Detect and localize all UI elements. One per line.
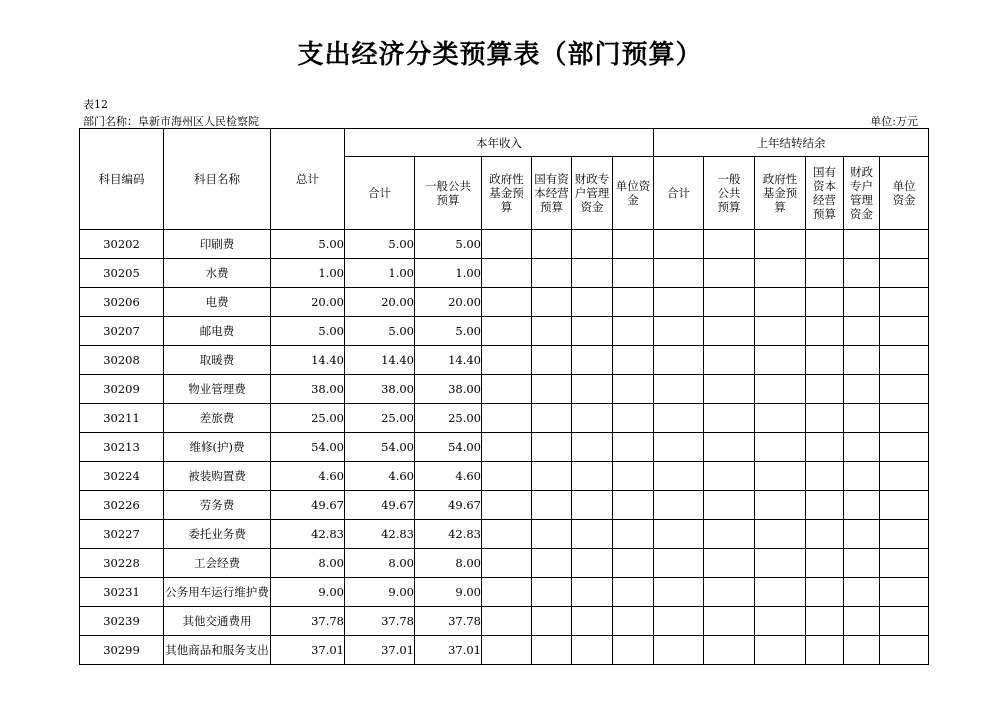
total-cell: 37.78 <box>271 607 345 636</box>
empty-cell <box>755 259 806 288</box>
empty-cell <box>572 636 613 665</box>
empty-cell <box>755 404 806 433</box>
empty-cell <box>755 346 806 375</box>
empty-cell <box>572 549 613 578</box>
table-body <box>80 230 929 665</box>
empty-cell <box>806 636 844 665</box>
empty-cell <box>613 607 654 636</box>
name-cell: 委托业务费 <box>164 520 271 549</box>
code-cell: 30226 <box>80 491 164 520</box>
empty-cell <box>613 462 654 491</box>
empty-cell <box>613 491 654 520</box>
current-general-cell: 14.40 <box>415 346 482 375</box>
code-cell: 30239 <box>80 607 164 636</box>
table-number: 表12 <box>83 98 108 111</box>
empty-cell <box>482 520 532 549</box>
current-general-cell: 1.00 <box>415 259 482 288</box>
current-sum-cell: 9.00 <box>345 578 415 607</box>
table-row <box>80 317 929 346</box>
current-general-cell: 37.01 <box>415 636 482 665</box>
code-cell: 30213 <box>80 433 164 462</box>
empty-cell <box>654 578 704 607</box>
empty-cell <box>755 491 806 520</box>
total-cell: 38.00 <box>271 375 345 404</box>
empty-cell <box>704 549 755 578</box>
empty-cell <box>880 375 929 404</box>
code-cell: 30207 <box>80 317 164 346</box>
empty-cell <box>482 462 532 491</box>
total-cell: 1.00 <box>271 259 345 288</box>
empty-cell <box>806 462 844 491</box>
current-general-cell: 38.00 <box>415 375 482 404</box>
header-current-unit-fund: 单位资金 <box>613 157 654 230</box>
table-row <box>80 288 929 317</box>
department-name: 部门名称：阜新市海州区人民检察院 <box>83 115 259 128</box>
empty-cell <box>806 607 844 636</box>
total-cell: 5.00 <box>271 317 345 346</box>
empty-cell <box>613 259 654 288</box>
table-row <box>80 462 929 491</box>
empty-cell <box>613 375 654 404</box>
empty-cell <box>654 520 704 549</box>
empty-cell <box>755 549 806 578</box>
empty-cell <box>755 317 806 346</box>
empty-cell <box>844 607 880 636</box>
empty-cell <box>482 549 532 578</box>
empty-cell <box>654 375 704 404</box>
empty-cell <box>806 230 844 259</box>
empty-cell <box>806 375 844 404</box>
empty-cell <box>482 491 532 520</box>
empty-cell <box>806 520 844 549</box>
empty-cell <box>532 433 572 462</box>
page-title: 支出经济分类预算表（部门预算） <box>297 40 703 70</box>
empty-cell <box>572 288 613 317</box>
empty-cell <box>704 230 755 259</box>
empty-cell <box>880 636 929 665</box>
empty-cell <box>613 549 654 578</box>
budget-table <box>79 128 929 665</box>
empty-cell <box>532 317 572 346</box>
total-cell: 4.60 <box>271 462 345 491</box>
empty-cell <box>654 288 704 317</box>
empty-cell <box>704 462 755 491</box>
header-current-gov-fund: 政府性基金预算 <box>482 157 532 230</box>
current-sum-cell: 25.00 <box>345 404 415 433</box>
empty-cell <box>482 607 532 636</box>
empty-cell <box>532 607 572 636</box>
table-row <box>80 549 929 578</box>
empty-cell <box>755 375 806 404</box>
code-cell: 30224 <box>80 462 164 491</box>
current-sum-cell: 38.00 <box>345 375 415 404</box>
name-cell: 差旅费 <box>164 404 271 433</box>
empty-cell <box>532 462 572 491</box>
table-row <box>80 636 929 665</box>
header-current-state-capital: 国有资本经营预算 <box>532 157 572 230</box>
total-cell: 37.01 <box>271 636 345 665</box>
empty-cell <box>654 549 704 578</box>
current-sum-cell: 5.00 <box>345 317 415 346</box>
empty-cell <box>654 259 704 288</box>
empty-cell <box>572 520 613 549</box>
total-cell: 25.00 <box>271 404 345 433</box>
empty-cell <box>482 578 532 607</box>
empty-cell <box>704 259 755 288</box>
empty-cell <box>880 462 929 491</box>
empty-cell <box>572 578 613 607</box>
empty-cell <box>806 549 844 578</box>
empty-cell <box>572 346 613 375</box>
header-total: 总计 <box>271 129 345 230</box>
empty-cell <box>880 520 929 549</box>
empty-cell <box>704 433 755 462</box>
table-row <box>80 230 929 259</box>
table-row <box>80 404 929 433</box>
empty-cell <box>880 259 929 288</box>
table-row <box>80 259 929 288</box>
header-prior-sum: 合计 <box>654 157 704 230</box>
current-sum-cell: 49.67 <box>345 491 415 520</box>
current-general-cell: 9.00 <box>415 578 482 607</box>
empty-cell <box>704 404 755 433</box>
empty-cell <box>704 346 755 375</box>
empty-cell <box>704 607 755 636</box>
empty-cell <box>880 607 929 636</box>
table-row <box>80 578 929 607</box>
empty-cell <box>880 491 929 520</box>
empty-cell <box>704 317 755 346</box>
empty-cell <box>755 607 806 636</box>
empty-cell <box>572 259 613 288</box>
current-general-cell: 4.60 <box>415 462 482 491</box>
empty-cell <box>880 230 929 259</box>
empty-cell <box>613 520 654 549</box>
empty-cell <box>532 404 572 433</box>
empty-cell <box>613 404 654 433</box>
empty-cell <box>572 433 613 462</box>
header-group-current-income: 本年收入 <box>345 129 654 157</box>
empty-cell <box>654 636 704 665</box>
empty-cell <box>880 549 929 578</box>
empty-cell <box>806 578 844 607</box>
empty-cell <box>572 375 613 404</box>
unit-label: 单位:万元 <box>870 115 918 128</box>
empty-cell <box>704 520 755 549</box>
header-current-general: 一般公共预算 <box>415 157 482 230</box>
empty-cell <box>482 259 532 288</box>
total-cell: 14.40 <box>271 346 345 375</box>
empty-cell <box>704 375 755 404</box>
code-cell: 30202 <box>80 230 164 259</box>
code-cell: 30231 <box>80 578 164 607</box>
header-prior-general: 一般公共预算 <box>704 157 755 230</box>
empty-cell <box>654 404 704 433</box>
empty-cell <box>572 230 613 259</box>
total-cell: 8.00 <box>271 549 345 578</box>
empty-cell <box>806 288 844 317</box>
code-cell: 30227 <box>80 520 164 549</box>
empty-cell <box>755 520 806 549</box>
empty-cell <box>613 288 654 317</box>
table-row <box>80 433 929 462</box>
name-cell: 印刷费 <box>164 230 271 259</box>
header-prior-state-capital: 国有资本经营预算 <box>806 157 844 230</box>
empty-cell <box>880 433 929 462</box>
empty-cell <box>844 462 880 491</box>
empty-cell <box>844 636 880 665</box>
code-cell: 30205 <box>80 259 164 288</box>
name-cell: 取暖费 <box>164 346 271 375</box>
empty-cell <box>482 346 532 375</box>
current-sum-cell: 4.60 <box>345 462 415 491</box>
empty-cell <box>482 404 532 433</box>
empty-cell <box>844 491 880 520</box>
current-general-cell: 20.00 <box>415 288 482 317</box>
table-row <box>80 491 929 520</box>
empty-cell <box>880 317 929 346</box>
code-cell: 30228 <box>80 549 164 578</box>
empty-cell <box>844 230 880 259</box>
empty-cell <box>880 346 929 375</box>
current-general-cell: 42.83 <box>415 520 482 549</box>
empty-cell <box>704 491 755 520</box>
name-cell: 邮电费 <box>164 317 271 346</box>
name-cell: 维修(护)费 <box>164 433 271 462</box>
empty-cell <box>482 288 532 317</box>
current-general-cell: 25.00 <box>415 404 482 433</box>
empty-cell <box>613 433 654 462</box>
empty-cell <box>532 491 572 520</box>
empty-cell <box>806 346 844 375</box>
empty-cell <box>532 520 572 549</box>
empty-cell <box>844 433 880 462</box>
empty-cell <box>482 375 532 404</box>
empty-cell <box>482 636 532 665</box>
empty-cell <box>704 636 755 665</box>
empty-cell <box>654 317 704 346</box>
empty-cell <box>482 230 532 259</box>
empty-cell <box>880 578 929 607</box>
empty-cell <box>844 549 880 578</box>
empty-cell <box>880 404 929 433</box>
empty-cell <box>755 462 806 491</box>
header-prior-unit-fund: 单位资金 <box>880 157 929 230</box>
header-current-sum: 合计 <box>345 157 415 230</box>
empty-cell <box>844 520 880 549</box>
empty-cell <box>613 346 654 375</box>
empty-cell <box>654 462 704 491</box>
current-sum-cell: 5.00 <box>345 230 415 259</box>
current-general-cell: 5.00 <box>415 317 482 346</box>
empty-cell <box>844 578 880 607</box>
empty-cell <box>755 230 806 259</box>
table-row <box>80 375 929 404</box>
empty-cell <box>844 346 880 375</box>
empty-cell <box>755 578 806 607</box>
empty-cell <box>755 636 806 665</box>
empty-cell <box>880 288 929 317</box>
table-row <box>80 520 929 549</box>
current-sum-cell: 37.01 <box>345 636 415 665</box>
empty-cell <box>806 259 844 288</box>
empty-cell <box>755 433 806 462</box>
empty-cell <box>806 317 844 346</box>
total-cell: 42.83 <box>271 520 345 549</box>
empty-cell <box>844 288 880 317</box>
header-prior-special-account: 财政专户管理资金 <box>844 157 880 230</box>
current-sum-cell: 37.78 <box>345 607 415 636</box>
empty-cell <box>806 491 844 520</box>
current-general-cell: 8.00 <box>415 549 482 578</box>
table-row <box>80 607 929 636</box>
current-general-cell: 37.78 <box>415 607 482 636</box>
header-name: 科目名称 <box>164 129 271 230</box>
header-current-special-account: 财政专户管理资金 <box>572 157 613 230</box>
name-cell: 物业管理费 <box>164 375 271 404</box>
code-cell: 30209 <box>80 375 164 404</box>
current-sum-cell: 20.00 <box>345 288 415 317</box>
empty-cell <box>755 288 806 317</box>
empty-cell <box>532 578 572 607</box>
code-cell: 30206 <box>80 288 164 317</box>
empty-cell <box>532 636 572 665</box>
current-general-cell: 5.00 <box>415 230 482 259</box>
empty-cell <box>844 404 880 433</box>
empty-cell <box>532 288 572 317</box>
name-cell: 被装购置费 <box>164 462 271 491</box>
total-cell: 54.00 <box>271 433 345 462</box>
empty-cell <box>806 433 844 462</box>
name-cell: 电费 <box>164 288 271 317</box>
empty-cell <box>532 549 572 578</box>
table-row <box>80 346 929 375</box>
empty-cell <box>844 259 880 288</box>
empty-cell <box>482 317 532 346</box>
empty-cell <box>532 259 572 288</box>
empty-cell <box>532 346 572 375</box>
empty-cell <box>613 230 654 259</box>
empty-cell <box>844 317 880 346</box>
code-cell: 30299 <box>80 636 164 665</box>
empty-cell <box>654 433 704 462</box>
current-sum-cell: 54.00 <box>345 433 415 462</box>
empty-cell <box>654 491 704 520</box>
total-cell: 49.67 <box>271 491 345 520</box>
name-cell: 工会经费 <box>164 549 271 578</box>
code-cell: 30211 <box>80 404 164 433</box>
empty-cell <box>654 230 704 259</box>
empty-cell <box>654 607 704 636</box>
header-group-prior-carryover: 上年结转结余 <box>654 129 929 157</box>
header-prior-gov-fund: 政府性基金预算 <box>755 157 806 230</box>
empty-cell <box>572 317 613 346</box>
name-cell: 水费 <box>164 259 271 288</box>
empty-cell <box>613 317 654 346</box>
current-general-cell: 54.00 <box>415 433 482 462</box>
empty-cell <box>704 578 755 607</box>
current-general-cell: 49.67 <box>415 491 482 520</box>
empty-cell <box>613 578 654 607</box>
empty-cell <box>704 288 755 317</box>
empty-cell <box>572 491 613 520</box>
current-sum-cell: 42.83 <box>345 520 415 549</box>
current-sum-cell: 14.40 <box>345 346 415 375</box>
empty-cell <box>572 462 613 491</box>
empty-cell <box>572 404 613 433</box>
empty-cell <box>532 375 572 404</box>
header-code: 科目编码 <box>80 129 164 230</box>
empty-cell <box>654 346 704 375</box>
empty-cell <box>844 375 880 404</box>
name-cell: 劳务费 <box>164 491 271 520</box>
empty-cell <box>572 607 613 636</box>
total-cell: 9.00 <box>271 578 345 607</box>
name-cell: 其他交通费用 <box>164 607 271 636</box>
code-cell: 30208 <box>80 346 164 375</box>
empty-cell <box>806 404 844 433</box>
total-cell: 5.00 <box>271 230 345 259</box>
empty-cell <box>613 636 654 665</box>
empty-cell <box>532 230 572 259</box>
empty-cell <box>482 433 532 462</box>
name-cell: 公务用车运行维护费 <box>164 578 271 607</box>
total-cell: 20.00 <box>271 288 345 317</box>
name-cell: 其他商品和服务支出 <box>164 636 271 665</box>
current-sum-cell: 1.00 <box>345 259 415 288</box>
current-sum-cell: 8.00 <box>345 549 415 578</box>
